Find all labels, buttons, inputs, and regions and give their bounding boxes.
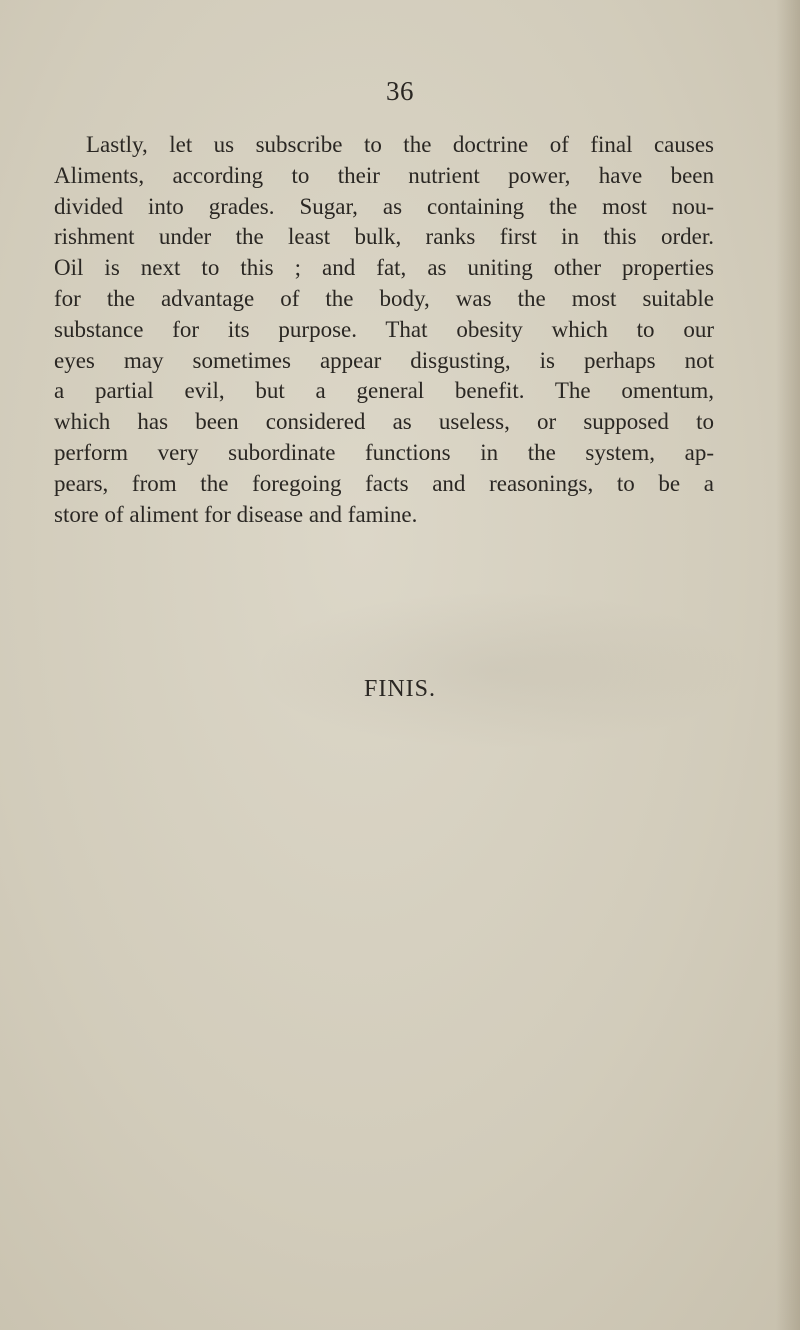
text-line: pears, from the foregoing facts and reasonings, to be a xyxy=(54,470,714,496)
text-line: Aliments, according to their nutrient power, have been xyxy=(54,162,714,188)
ink-bleed-through xyxy=(250,590,750,750)
text-line: store of aliment for disease and famine. xyxy=(54,501,418,527)
page-number: 36 xyxy=(386,76,414,106)
body-paragraph xyxy=(54,130,714,530)
text-line: Oil is next to this ; and fat, as uniting other properties xyxy=(54,255,714,281)
text-line: Lastly, let us subscribe to the doctrine of final causes xyxy=(86,132,714,157)
text-line: eyes may sometimes appear disgusting, is perhaps not xyxy=(54,347,714,373)
finis-heading: FINIS. xyxy=(363,676,436,702)
text-line: rishment under the least bulk, ranks first in this order. xyxy=(54,224,714,250)
text-line: perform very subordinate functions in the system, ap- xyxy=(54,439,714,465)
text-line: which has been considered as useless, or supposed to xyxy=(54,409,714,435)
text-line: a partial evil, but a general benefit. The omentum, xyxy=(54,378,714,404)
text-line: divided into grades. Sugar, as containing the most nou- xyxy=(54,193,714,219)
text-line: substance for its purpose. That obesity which to our xyxy=(54,316,714,342)
page-edge-shadow xyxy=(776,0,800,1330)
text-line: for the advantage of the body, was the most suitable xyxy=(54,285,714,311)
